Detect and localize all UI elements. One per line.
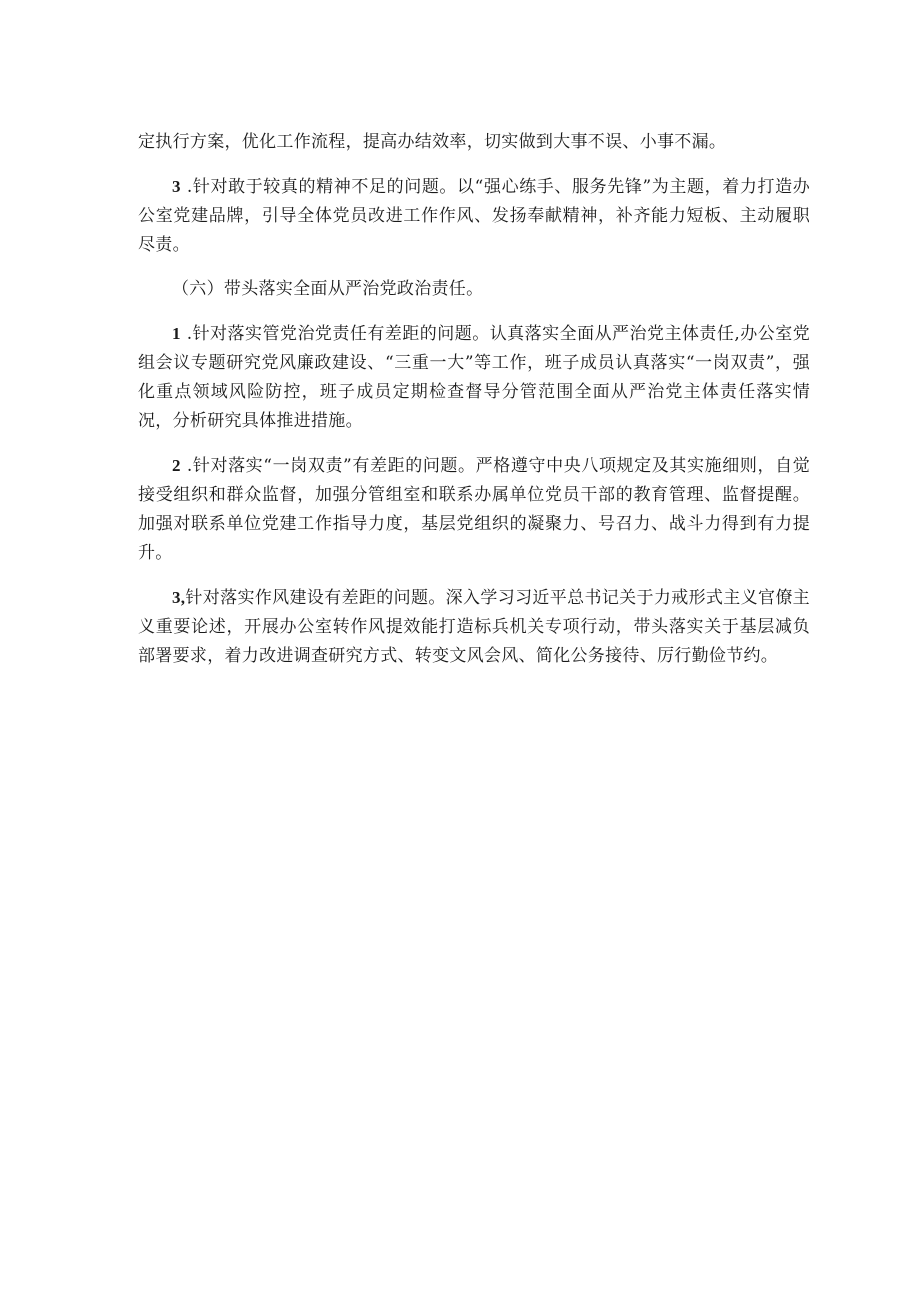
paragraph-text: 针对落实作风建设有差距的问题。深入学习习近平总书记关于力戒形式主义官僚主义重要论述，开展办公室转作风提效能打造标兵机关专项行动，带头落实关于基层减负部署要求，着力改进调查研究方式、转变文风会风、简化公务接待、厉行勤俭节约。 [138,588,810,666]
paragraph-text: .针对落实“一岗双责”有差距的问题。严格遵守中央八项规定及其实施细则，自觉接受组织和群众监督，加强分管组室和联系办属单位党员干部的教育管理、监督提醒。加强对联系单位党建工作指导力度，基层党组织的凝聚力、号召力、战斗力得到有力提升。 [138,456,810,563]
paragraph-text: 定执行方案，优化工作流程，提高办结效率，切实做到大事不误、小事不漏。 [138,132,727,152]
paragraph-item-1 [138,319,810,436]
paragraph-continuation [138,128,810,157]
item-number: 2 [172,456,181,475]
document-body [138,128,810,686]
paragraph-text: .针对敢于较真的精神不足的问题。以“强心练手、服务先锋”为主题，着力打造办公室党建品牌，引导全体党员改进工作作风、发扬奉献精神，补齐能力短板、主动履职尽责。 [138,177,810,255]
section-heading [138,275,810,304]
section-heading-text: （六）带头落实全面从严治党政治责任。 [172,279,484,299]
item-number: 3 [172,177,181,196]
paragraph-item-3 [138,172,810,260]
paragraph-text: .针对落实管党治党责任有差距的问题。认真落实全面从严治党主体责任,办公室党组会议专题研究党风廉政建设、“三重一大”等工作，班子成员认真落实“一岗双责”，强化重点领域风险防控，班子成员定期检查督导分管范围全面从严治党主体责任落实情况，分析研究具体推进措施。 [138,324,810,431]
item-number: 1 [172,324,181,343]
item-number: 3, [172,588,186,607]
paragraph-item-2 [138,451,810,568]
paragraph-item-3b [138,583,810,671]
